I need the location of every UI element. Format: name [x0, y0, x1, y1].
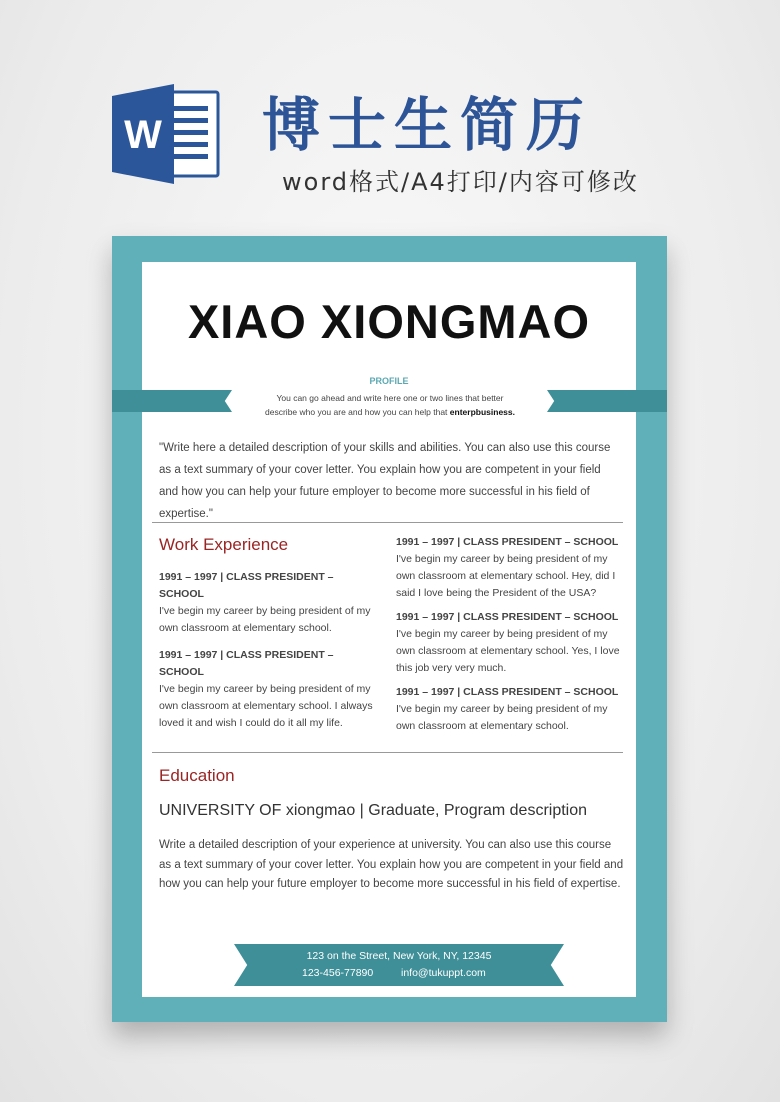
job-title: 1991 – 1997 | CLASS PRESIDENT – SCHOOL: [159, 649, 334, 678]
job-entry: [396, 609, 628, 677]
page-subtitle: word格式/A4打印/内容可修改: [282, 168, 639, 196]
job-description: I've begin my career by being president of my own classroom at elementary school.: [159, 605, 371, 634]
contact-address: 123 on the Street, New York, NY, 12345: [306, 950, 492, 962]
job-entry: [159, 647, 381, 732]
profile-ribbon-left: [112, 390, 232, 412]
profile-ribbon-right: [547, 390, 667, 412]
job-description: I've begin my career by being president of my own classroom at elementary school.: [396, 703, 608, 732]
job-title: 1991 – 1997 | CLASS PRESIDENT – SCHOOL: [396, 611, 619, 623]
profile-text-line2: [240, 405, 540, 419]
work-left-column: [159, 569, 381, 732]
page-title: 博士生简历: [262, 91, 593, 159]
job-title: 1991 – 1997 | CLASS PRESIDENT – SCHOOL: [396, 536, 619, 548]
job-title: 1991 – 1997 | CLASS PRESIDENT – SCHOOL: [159, 571, 334, 600]
job-title: 1991 – 1997 | CLASS PRESIDENT – SCHOOL: [396, 686, 619, 698]
summary-text: "Write here a detailed description of your skills and abilities. You can also use this course as a text summary of your cover letter. You explain how you are competent in your field and how you can help your future employer to become more successful in his field of expertise.": [159, 442, 611, 520]
job-description: I've begin my career by being president of my own classroom at elementary school. Yes, I love this job very very much.: [396, 628, 620, 674]
word-icon-letter: W: [124, 113, 162, 157]
work-right-column: [396, 534, 628, 735]
education-heading: Education: [159, 766, 235, 785]
job-description: I've begin my career by being president of my own classroom at elementary school. Hey, did I said I love being the President of the USA?: [396, 553, 616, 599]
word-icon: [112, 84, 220, 184]
education-title: UNIVERSITY OF xiongmao | Graduate, Program description: [159, 802, 588, 819]
contact-email: info@tukuppt.com: [401, 967, 486, 979]
profile-label: PROFILE: [369, 376, 409, 386]
job-entry: [396, 534, 628, 602]
profile-text-line2-prefix: describe who you are and how you can help that: [265, 407, 448, 417]
work-experience-heading: Work Experience: [159, 535, 289, 554]
contact-phone: 123-456-77890: [302, 967, 374, 979]
education-description: Write a detailed description of your experience at university. You can also use this course as a text summary of your cover letter. You explain how you are competent in your field and how you can help your future employer to become more successful in his field of expertise.: [159, 839, 624, 890]
profile-text: [240, 391, 540, 419]
job-entry: [159, 569, 381, 637]
resume-name: XIAO XIONGMAO: [187, 295, 591, 348]
job-entry: [396, 684, 628, 735]
profile-text-line1: You can go ahead and write here one or two lines that better: [276, 393, 504, 403]
profile-text-line2-bold: enterpbusiness.: [449, 407, 515, 417]
job-description: I've begin my career by being president of my own classroom at elementary school. I always loved it and wish I could do it all my life.: [159, 683, 373, 729]
divider: [152, 522, 623, 523]
divider: [152, 752, 623, 753]
